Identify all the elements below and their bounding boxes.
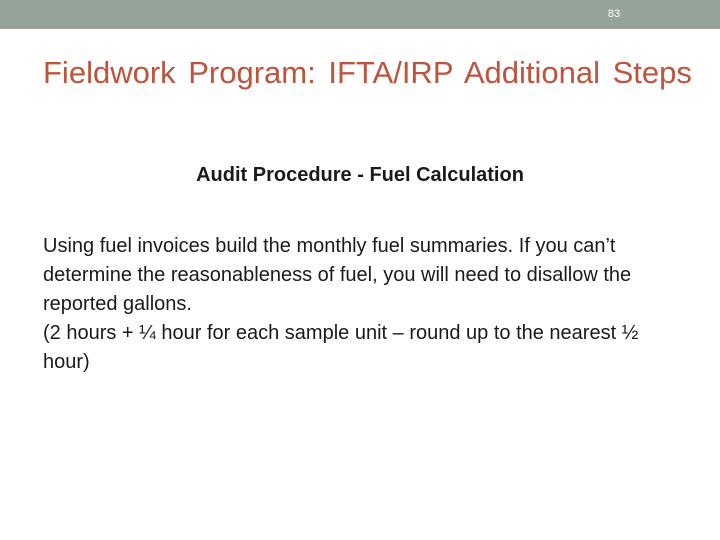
slide-body bbox=[43, 232, 688, 377]
slide-subtitle: Audit Procedure - Fuel Calculation bbox=[196, 164, 524, 186]
body-paragraph-instructions: Using fuel invoices build the monthly fuel summaries. If you can’t determine the reasonableness of fuel, you will need to disallow the reported gallons. bbox=[43, 235, 632, 315]
body-paragraph-time-estimate: (2 hours + ¼ hour for each sample unit – round up to the nearest ½ hour) bbox=[43, 322, 639, 373]
slide-number: 83 bbox=[607, 8, 621, 20]
top-bar bbox=[0, 0, 720, 29]
slide-title: Fieldwork Program: IFTA/IRP Additional Steps bbox=[43, 55, 692, 90]
